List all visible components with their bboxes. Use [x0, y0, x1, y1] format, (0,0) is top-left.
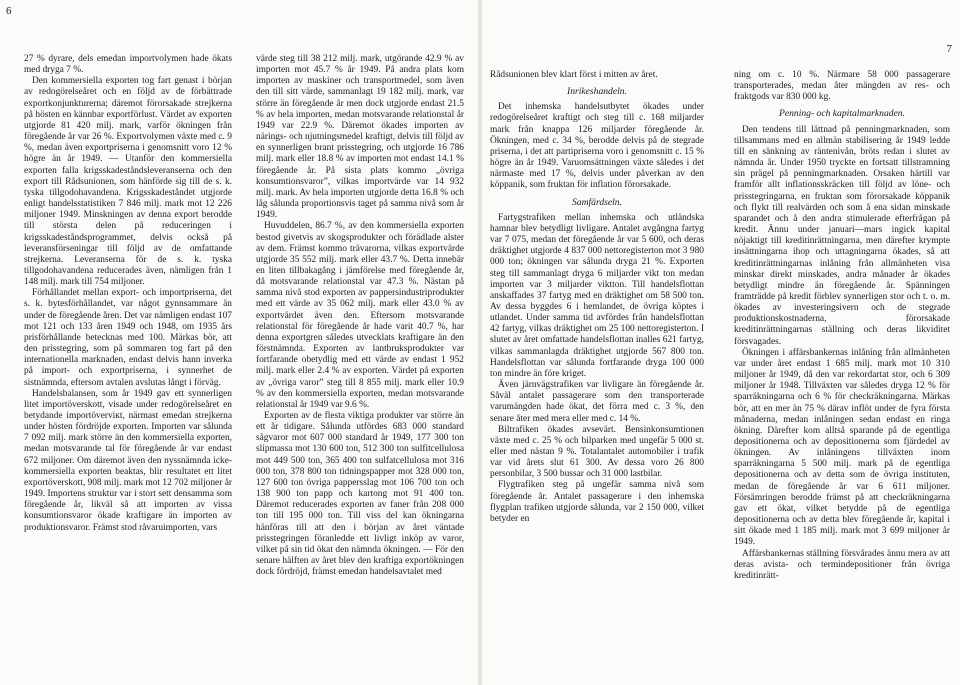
paragraph: Även järnvägstrafiken var livligare än föregående år. Såväl antalet passagerare som den transporterade varumängden hade ökat, det förra med c. 3 %, den senare åter med mera eller med c. 14 %.: [490, 380, 704, 424]
page-number-right: 7: [946, 43, 952, 55]
paragraph: Handelsbalansen, som år 1949 gav ett synnerligen litet importöverskott, visade under redogörelseåret en betydande importöverviкt, närmast emedan strejkerna under hösten fördröjde exporten. Importen var sålunda 7 092 milj. mark större än den kommersiella exporten, medan motsvarande tal för föregående år var endast 672 miljoner. Om däremot även den nyssnämnda icke-kommersiella exporten beaktas, blir resultatet ett litet exportöverskott, 908 milj. mark mot 12 702 miljoner år 1949. Importens struktur var i stort sett densamma som föregående år, likväl så att importen av vissa konsumtionsvaror ökade kraftigare än importen av produktionsvaror. Främst stod råvaruimporten, vars: [24, 388, 232, 533]
column-4: [734, 70, 950, 685]
paragraph: Fartygstrafiken mellan inhemska och utländska hamnar blev betydligt livligare. Antalet avgångna fartyg var 7 075, medan det föregående år var 5 600, och deras dräktighet utgjorde 4 837 000 nettoregisterton mot 3 980 000 ton; ökningen var sålunda drygа 21 %. Exporten steg till sammanlagt drygа 6 miljarder vikt ton medan importen var 3 miljarder viktton. Till handelsflottan anskaffades 37 fartyg med en dräktighet om 58 500 ton. Av dessa byggdes 6 i hemlandet, de övriga köptes i utlandet. Under samma tid avfördes från handelsflottan 42 fartyg, vilkas dräktighet om 25 100 nettoregisterton. I slutet av året omfattade handelsflottan inalles 621 fartyg, vilkas sammanlagda dräktighet utgjorde 567 800 ton. Handelsflottan var sålunda fortfarande drygа 100 000 ton mindre än före kriget.: [490, 212, 704, 379]
section-heading-samfardseln: Samfärdseln.: [571, 196, 622, 208]
paragraph: Den kommersiella exporten tog fart genast i början av redogörelseåret och en följd av de förbättrade exportkonjunkturerna; däremot förorsakade strejkerna på hösten en kännbar exportförlust. Värdet av exporten utgjorde 81 420 milj. mark, varför ökningen från föregående år var 26 %. Exportvolymen växte med c. 9 %, medan även exportpriserna i genomsnitt voro 12 % högre än år 1949. — Utanför den kommersiella exporten falla krigsskadeståndsleveranserna och den export till Rådsunionen, som hänförde sig till de s. k. tyska tillgodohavandena. Krigsskadeståndet utgjorde enligt handelsstatistiken 7 846 milj. mark mot 12 226 miljoner 1949. Minskningen av denna export berodde till största delen på reduceringen i krigsskadeståndsprogrammet, delvis också på leveransförseningar till följd av de omfattande strejkerna. Leveranserna för de s. k. tyska tillgodohavandena reducerades även, nämligen från 1 148 milj. mark till 754 miljoner.: [24, 76, 232, 288]
column-1: [24, 54, 232, 682]
paragraph: Förhållandet mellan export- och importpriserna, det s. k. bytesförhållandet, var något gynnsammare än under de föregående åren. Det var nämligen endast 107 mot 121 och 133 åren 1949 och 1948, om 1935 års prisförhållande betecknas med 100. Märkas bör, att den prisstegring, som på sommaren tog fart på den internationella marknaden, endast delvis hann inverka på import- och exportpriserna, i synnerhet de sistnämnda, eftersom avtalen avslutas långt i förväg.: [24, 288, 232, 388]
paragraph: Flygtrafiken steg på ungefär samma nivå som föregående år. Antalet passagerare i den inhemska flygplan trafiken utgjorde sålunda, var 2 150 000, vilket betyder en: [490, 480, 704, 524]
paragraph: Affärsbankernas ställning försvårades ännu mera av att deras avista- och termindepositioner från övriga kreditinrätt-: [734, 548, 950, 581]
left-page: [0, 0, 478, 685]
paragraph: Exporten av de flesta viktiga produkter var större än ett år tidigare. Sålunda utfördes 683 000 standard sågvaror mot 607 000 standard år 1949, 177 300 ton slipmassa mot 130 600 ton, 512 300 ton sulfitcellulosa mot 449 500 ton, 365 400 ton sulfatcellulosa mot 316 000 ton, 378 800 ton tidningspapper mot 328 000 ton, 127 600 ton övriga pappersslag mot 106 700 ton och 138 900 ton papp och kartong mot 91 400 ton. Däremot reducerades exporten av faner från 208 000 ton till 195 000 ton. Till viss del kan ökningarna hänföras till att den i början av året väntade prisstegringen föranledde ett livligt inköp av varor, vilket på sin tid ökat den nämnda ökningen. — För den senare hälften av året blev den kraftiga exportökningen dock fördröjd, främst emedan handelsavtalet med: [256, 411, 464, 578]
page-number-left: 6: [6, 5, 12, 17]
paragraph: Den tendens till lättnad på penningmarknaden, som tillsammans med en allmän stabilisering år 1949 ledde till en sänkning av räntenivån, bröts redan i slutet av nämnda år. Under 1950 tryckte en fortsatt tillstramning sin prägel på penningmarknaden. Orsaken härtill var framför allt inflationsskräcken till följd av löne- och prisstegringarna, en fruktan som förorsakade köppanik och flykt till realvärden och som å ena sidan minskade sparandet och å den andra stimulerade efterfrågan på kredit. Ännu under januari—mars ingick kapital nöjaktigt till kreditinrättningarna, men därefter krympte insättningarna ihop och uttagningarna ökades, så att kreditinrättningarnas inlåning från allmänheten visa minskar direkt minskades, andra månader år ökades betydligt mindre än föregående år. Spänningen framträdde på kredit förblev synnerligen stor och t. o. m. ökades av investeringsivern och de stegrade produktionskostnaderna, förorsakade kreditinrättningarnas ställning och deras likviditet försvagades.: [734, 124, 950, 347]
section-heading-inrikeshandeln: Inrikeshandeln.: [567, 86, 627, 98]
paragraph: 27 % dyrare, dels emedan importvolymen hade ökats med drygа 7 %.: [24, 54, 232, 76]
paragraph: ning om c. 10 %. Närmare 58 000 passagerare transporterades, medan åter mängden av res- och fraktgods var 830 000 kg.: [734, 70, 950, 103]
paragraph: Ökningen i affärsbankernas inlåning från allmänheten var under året endast 1 685 milj. mark mot 10 310 miljoner år 1949, då den var rekordartat stor, och 6 309 miljoner år 1948. Tillväxten var således drygа 12 % för sparräkningarna och 6 % för checkräkningarna. Märkas bör, att en mer än 75 % därav inflöt under de fyra första månaderna, medan inlåningen sedan endast en ringa ökning. Därefter kom alltså sparande på de egentliga depositionerna och av depositionerna som fjärdedel av ökningen. Av inlåningens tillväxten inom sparräkningarna 5 500 milj. mark på de egentliga depositionerna och av detta som de övriga instituten, medan de föregående år var 6 611 miljoner. Försämringen berodde främst på att checkräkningarna gav ett ökat, vilket betydde på de egentliga depositionerna och av detta blev föregående år, kapital i sitt ökade med 1 185 milj. mark mot 3 699 miljoner år 1949.: [734, 347, 950, 548]
column-3: [490, 70, 704, 685]
paragraph: Biltrafiken ökades avsevärt. Bensinkonsumtionen växte med c. 25 % och bilparken med ungefär 5 000 st. eller med nästan 9 %. Totalantalet automobiler i trafik var vid årets slut 61 300. Av dessa voro 26 800 personbilar, 3 500 bussar och 31 000 lastbilar.: [490, 424, 704, 480]
column-2: [256, 54, 464, 682]
section-heading-penning-och-kapitalmarknaden: Penning- och kapitalmarknaden.: [778, 108, 906, 120]
paragraph: Det inhemska handelsutbytet ökades under redogörelseåret kraftigt och steg till c. 168 miljarder mark från knappa 126 miljarder föregående år. Ökningen, med c. 34 %, berodde delvis på de stegrade priserna, i det att partipriserna voro i genomsnitt c. 15 % högre än år 1949. Varuomsättningen växte således i det närmaste med 17 %, delvis under påverkan av den köppanik, som fruktan för inflation förorsakade.: [490, 102, 704, 191]
paragraph: Huvuddelen, 86.7 %, av den kommersiella exporten bestod givetvis av skogsprodukter och förädlade alster av dem. Främst kommo trävarorna, vilkas exportvärde utgjorde 35 552 milj. mark eller 43.7 %. Detta innebär en liten tillbakagång i jämförelse med föregående år, då motsvarande relationstal var 47.3 %. Nästan på samma nivå stod exporten av pappersindustriprodukter med ett värde av 35 062 milj. mark eller 43.0 % av exportvärdet även den. Eftersom motsvarande relationstal för föregående år hade varit 40.7 %, har denna exportgren således utvecklats kraftigare än den förstnämnda. Exporten av lantbruksprodukter var fortfarande obetydlig med ett värde av endast 1 952 milj. mark eller 2.4 % av exporten. Värdet på exporten av „övriga varor” steg till 8 855 milj. mark eller 10.9 % av den kommersiella exporten, medan motsvarande relationstal år 1949 var 9.6 %.: [256, 221, 464, 410]
paragraph: Rådsunionen blev klart först i mitten av året.: [490, 70, 658, 80]
paragraph: värde steg till 38 212 milj. mark, utgörande 42.9 % av importen mot 45.7 % år 1949. På andra plats kom importen av maskiner och transportmedel, som även den till sitt värde, sammanlagt 19 182 milj. mark, var större än föregående år men dock utgjorde endast 21.5 % av hela importen, medan motsvarande relationstal år 1949 var 22.9 %. Däremot ökades importen av närings- och njutningsmedel kraftigt, delvis till följd av en synnerligen brant prisstegring, och utgjorde 16 786 milj. mark eller 18.8 % av importen mot endast 14.1 % föregående år. På sista plats kommo „övriga konsumtionsvaror”, vilkas importvärde var 14 932 milj. mark. Av hela importen utgjorde detta 16.8 % och låg sålunda proportionsvis taget på samma nivå som år 1949.: [256, 54, 464, 221]
right-page: [482, 0, 960, 685]
